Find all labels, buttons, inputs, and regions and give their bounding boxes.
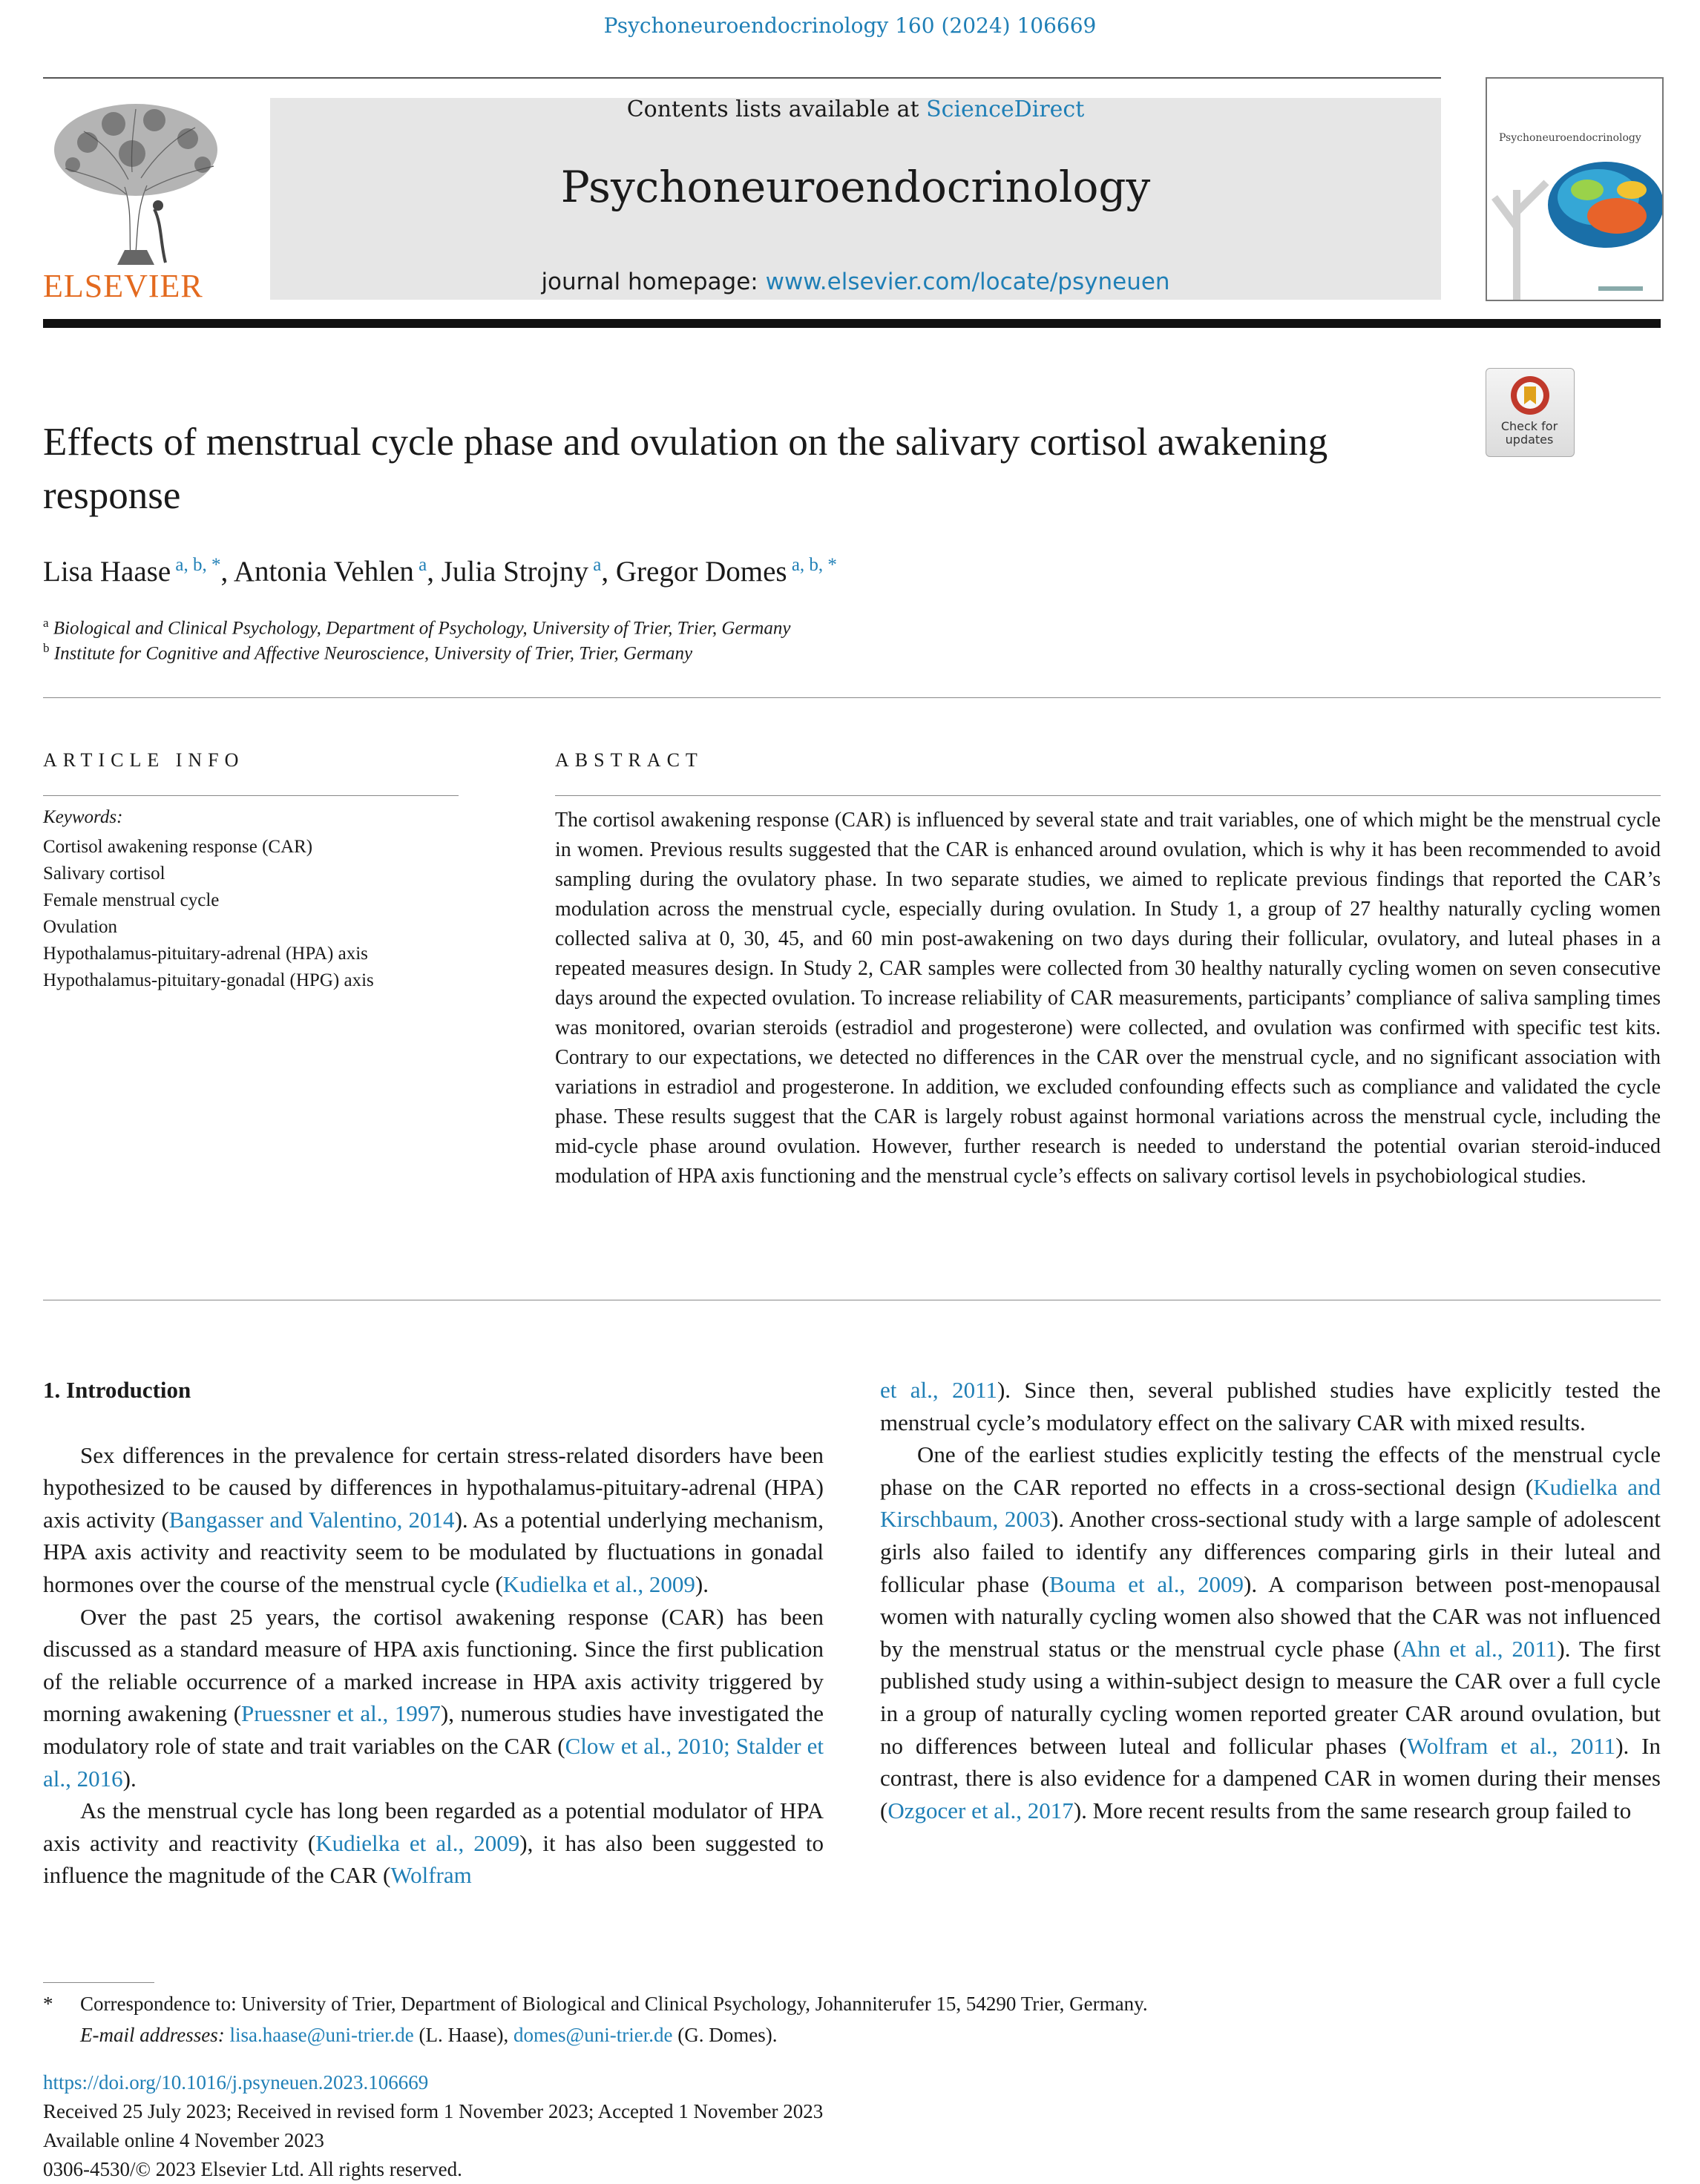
publisher-wordmark: ELSEVIER xyxy=(43,268,203,304)
affiliation-a: $^a$ Biological and Clinical Psychology, Department of Psychology, University of Trier, Trier, Germany xyxy=(43,616,791,639)
body-column-left xyxy=(43,1374,824,1892)
author-affiliation-marker[interactable]: a xyxy=(588,555,602,575)
received-dates: Received 25 July 2023; Received in revised form 1 November 2023; Accepted 1 November 2023 xyxy=(43,2100,824,2122)
keyword-item: Hypothalamus-pituitary-adrenal (HPA) axis xyxy=(43,944,368,964)
sciencedirect-link[interactable]: ScienceDirect xyxy=(926,96,1085,122)
citation-link[interactable]: Kudielka et al., 2009 xyxy=(502,1570,695,1597)
abstract-heading: ABSTRACT xyxy=(555,749,703,771)
email-owner: (L. Haase), xyxy=(413,2024,513,2046)
author-name: Julia Strojny xyxy=(441,556,589,588)
keywords-label: Keywords: xyxy=(43,807,123,827)
journal-reference[interactable]: Psychoneuroendocrinology 160 (2024) 106669 xyxy=(603,13,1097,38)
footnote-marker: * xyxy=(43,1993,53,2015)
paragraph: Sex differences in the prevalence for certain stress-related disorders have been hypothesized to be caused by differences in hypothalamus-pituitary-adrenal (HPA) axis activity (Bangasser and Valentino, 2014). As a potential underlying mechanism, HPA axis activity and reactivity seem to be modulated by fluctuations in gonadal hormones over the course of the menstrual cycle (Kudielka et al., 2009). xyxy=(43,1441,824,1597)
citation-link[interactable]: Clow et al., 2010; Stalder et al., 2016 xyxy=(43,1732,824,1792)
check-updates-icon xyxy=(1486,369,1574,421)
author-name: Antonia Vehlen xyxy=(233,556,414,588)
contents-prefix: Contents lists available at xyxy=(626,96,927,122)
keyword-item: Salivary cortisol xyxy=(43,864,165,884)
author-affiliation-marker[interactable]: a, b, * xyxy=(787,555,837,575)
author-name: Lisa Haase xyxy=(43,556,171,588)
citation-link[interactable]: Ozgocer et al., 2017 xyxy=(887,1797,1074,1823)
header-divider xyxy=(43,77,1441,79)
keyword-item: Cortisol awakening response (CAR) xyxy=(43,837,313,857)
affiliation-b: $^b$ Institute for Cognitive and Affective Neuroscience, University of Trier, Trier, Germany xyxy=(43,641,693,664)
citation-link[interactable]: Wolfram et al., 2011 xyxy=(1406,1732,1616,1759)
section-heading: 1. Introduction xyxy=(43,1377,191,1403)
check-for-updates-label: Check for updates xyxy=(1500,419,1558,447)
divider xyxy=(555,795,1661,796)
homepage-link[interactable]: www.elsevier.com/locate/psyneuen xyxy=(765,269,1170,295)
contents-line xyxy=(270,96,1441,122)
citation-link[interactable]: Bouma et al., 2009 xyxy=(1049,1570,1244,1597)
cover-title: Psychoneuroendocrinology xyxy=(1499,132,1641,144)
divider xyxy=(43,795,459,796)
email-link-domes[interactable]: domes@uni-trier.de xyxy=(513,2024,673,2046)
keyword-list xyxy=(43,834,374,994)
citation-link[interactable]: Bangasser and Valentino, 2014 xyxy=(168,1506,455,1533)
copyright: 0306-4530/© 2023 Elsevier Ltd. All rights reserved. xyxy=(43,2158,462,2180)
correspondence-text: Correspondence to: University of Trier, Department of Biological and Clinical Psychology, Johanniterufer 15, 54290 Trier, Germany. xyxy=(80,1993,1148,2015)
homepage-prefix: journal homepage: xyxy=(541,269,766,295)
journal-cover-thumbnail[interactable] xyxy=(1486,77,1664,301)
divider xyxy=(43,697,1661,698)
citation-link[interactable]: Pruessner et al., 1997 xyxy=(241,1700,441,1727)
journal-name: Psychoneuroendocrinology xyxy=(560,162,1151,212)
article-metadata xyxy=(43,2068,823,2184)
article-info-heading: ARTICLE INFO xyxy=(43,749,245,771)
citation-link[interactable]: Ahn et al., 2011 xyxy=(1400,1635,1558,1662)
homepage-line xyxy=(270,269,1441,295)
email-label: E-mail addresses: xyxy=(80,2024,225,2046)
email-link-haase[interactable]: lisa.haase@uni-trier.de xyxy=(229,2024,414,2046)
available-online: Available online 4 November 2023 xyxy=(43,2129,324,2151)
abstract-text: The cortisol awakening response (CAR) is influenced by several state and trait variables, one of which might be the menstrual cycle in women. Previous results suggested that the CAR is enhanced around ovulation, which is why it has been recommended to avoid sampling during the ovulatory phase. In two separate studies, we aimed to replicate previous findings that reported the CAR’s modulation across the menstrual cycle, especially during ovulation. In Study 1, a group of 27 healthy naturally cycling women collected saliva at 0, 30, 45, and 60 min post-awakening on two days during their follicular, ovulatory, and luteal phases in a repeated measures design. In Study 2, CAR samples were collected from 30 healthy naturally cycling women on seven consecutive days around the expected ovulation. To increase reliability of CAR measurements, participants’ compliance of saliva sampling times was monitored, ovarian steroids (estradiol and progesterone) were collected, and ovulation was confirmed with specific test kits. Contrary to our expectations, we detected no differences in the CAR over the menstrual cycle, and no significant association with variations in estradiol and progesterone. In addition, we excluded confounding effects such as compliance and validated the cycle phase. These results suggest that the CAR is largely robust against hormonal variations across the menstrual cycle, including the mid-cycle phase around ovulation. However, further research is needed to understand the potential ovarian steroid-induced modulation of HPA axis functioning and the menstrual cycle’s effects on salivary cortisol levels in psychobiological studies. xyxy=(555,809,1661,1188)
citation-link[interactable]: et al., 2011 xyxy=(880,1377,997,1403)
keyword-item: Ovulation xyxy=(43,917,117,937)
paragraph: Over the past 25 years, the cortisol awakening response (CAR) has been discussed as a standard measure of HPA axis functioning. Since the first publication of the reliable occurrence of a marked increase in HPA axis activity triggered by morning awakening (Pruessner et al., 1997), numerous studies have investigated the modulatory role of state and trait variables on the CAR (Clow et al., 2010; Stalder et al., 2016). xyxy=(43,1603,824,1792)
citation-link[interactable]: Wolfram xyxy=(390,1862,472,1889)
body-column-right xyxy=(880,1374,1661,1826)
doi-link[interactable]: https://doi.org/10.1016/j.psyneuen.2023.106669 xyxy=(43,2071,429,2093)
author-affiliation-marker[interactable]: a xyxy=(413,555,427,575)
author-affiliation-marker[interactable]: a, b, * xyxy=(171,555,221,575)
author-list: Lisa Haase $^{a, b, *}$, Antonia Vehlen $^a$, Julia Strojny $^a$, Gregor Domes $^{a, b, *}$ xyxy=(43,555,837,588)
paragraph: As the menstrual cycle has long been regarded as a potential modulator of HPA axis activity and reactivity (Kudielka et al., 2009), it has also been suggested to influence the magnitude of the CAR (Wolfram xyxy=(43,1797,824,1889)
keyword-item: Female menstrual cycle xyxy=(43,890,220,910)
citation-link[interactable]: Kudielka et al., 2009 xyxy=(315,1829,520,1856)
citation-link[interactable]: Kudielka and Kirschbaum, 2003 xyxy=(880,1473,1661,1533)
footnote-rule xyxy=(43,1982,154,1983)
email-owner: (G. Domes). xyxy=(672,2024,778,2046)
paragraph: One of the earliest studies explicitly testing the effects of the menstrual cycle phase on the CAR reported no effects in a cross-sectional design (Kudielka and Kirschbaum, 2003). Another cross-sectional study with a large sample of adolescent girls also failed to identify any differences comparing girls in their luteal and follicular phase (Bouma et al., 2009). A comparison between post-menopausal women with naturally cycling women also showed that the CAR was not influenced by the menstrual status or the menstrual cycle phase (Ahn et al., 2011). The first published study using a within-subject design to measure the CAR over a full cycle in a group of naturally cycling women reported greater CAR around ovulation, but no differences between luteal and follicular phases (Wolfram et al., 2011). In contrast, there is also evidence for a dampened CAR in women during their menses (Ozgocer et al., 2017). More recent results from the same research group failed to xyxy=(880,1441,1661,1823)
cover-art xyxy=(1487,79,1662,300)
article-title: Effects of menstrual cycle phase and ovulation on the salivary cortisol awakening response xyxy=(43,421,1328,517)
paragraph: et al., 2011). Since then, several published studies have explicitly tested the menstrual cycle’s modulatory effect on the salivary CAR with mixed results. xyxy=(880,1377,1661,1435)
header-thick-rule xyxy=(43,319,1661,328)
keyword-item: Hypothalamus-pituitary-gonadal (HPG) axis xyxy=(43,970,374,990)
author-name: Gregor Domes xyxy=(615,556,787,588)
footnote xyxy=(43,1988,1661,2050)
